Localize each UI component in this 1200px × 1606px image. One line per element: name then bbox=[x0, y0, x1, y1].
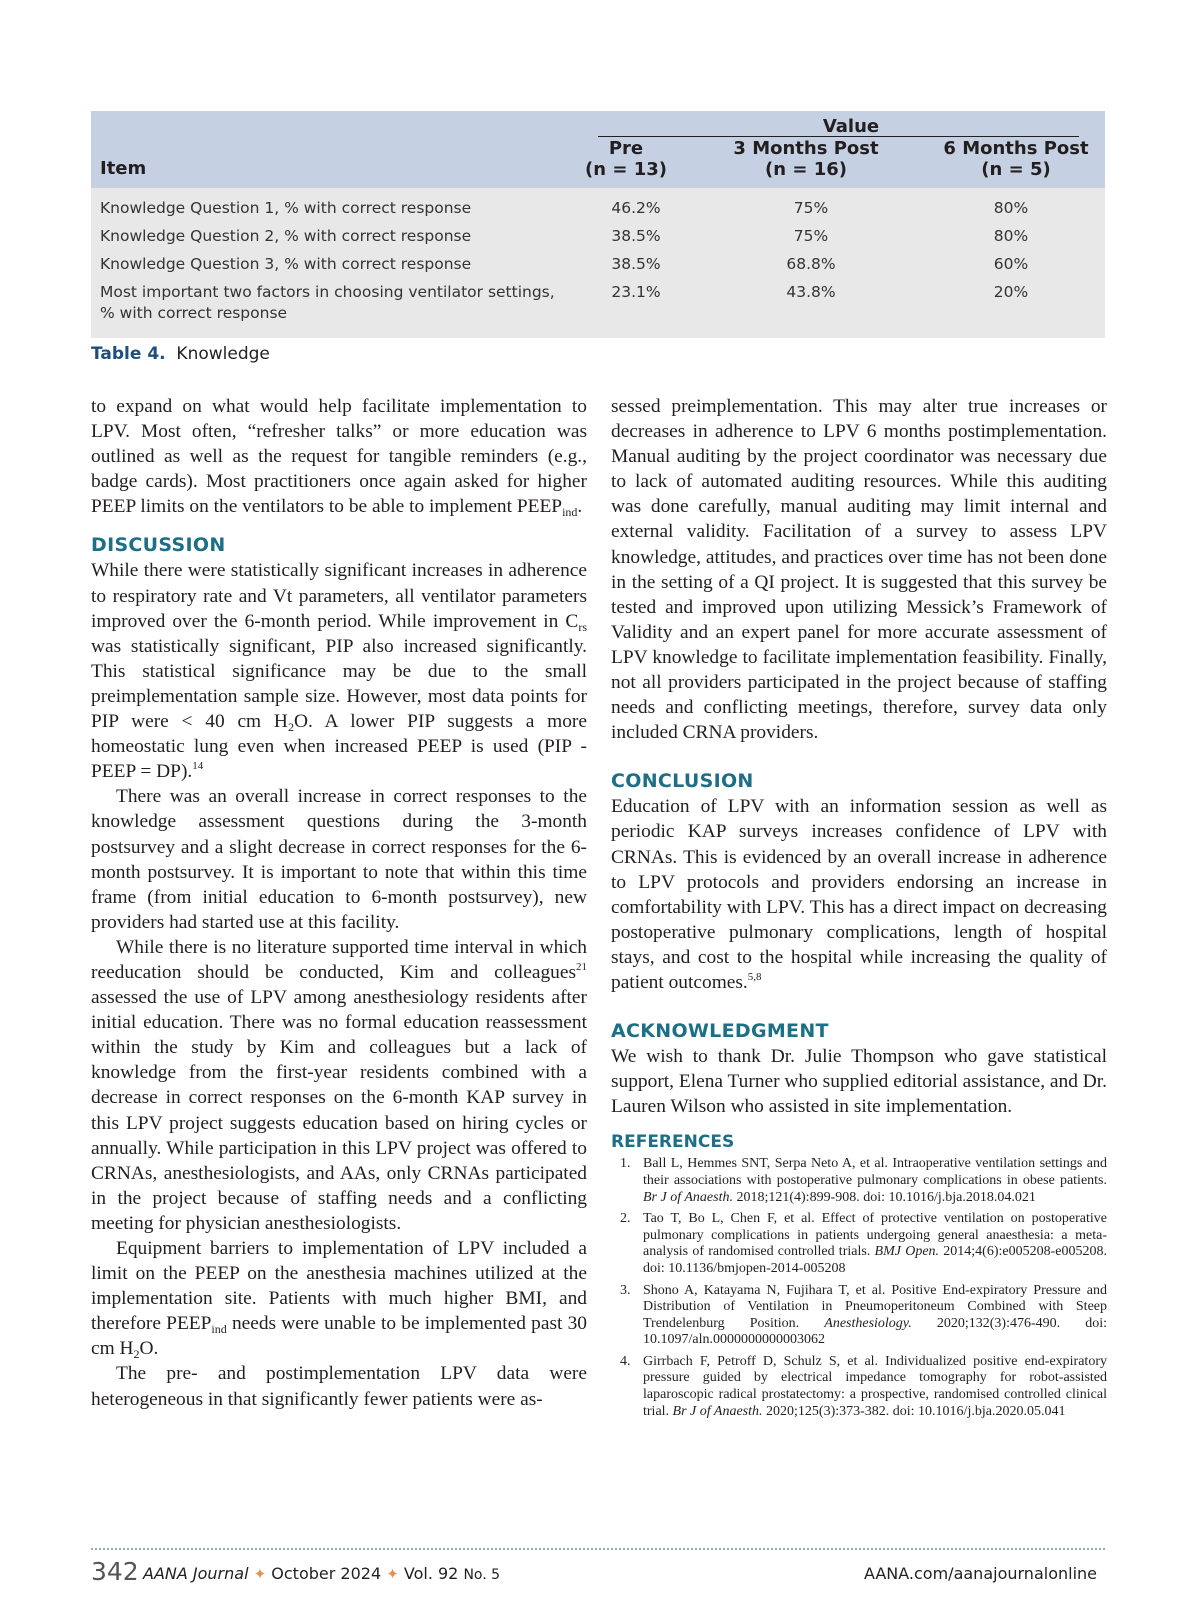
footer-divider bbox=[91, 1548, 1105, 1550]
diamond-icon: ✦ bbox=[386, 1565, 399, 1583]
paragraph: Equipment barriers to implementation of LPV included a limit on the PEEP on the anesthesia machines utilized at the implementation site. Patients with much higher BMI, and therefore $PEEP_{ind}$ needs were unable to be implemented past 30 cm $H_2O$. bbox=[91, 1238, 587, 1362]
reference-item: 1. Ball L, Hemmes SNT, Serpa Neto A, et al. Intraoperative ventilation settings and their associations with postoperative pulmonary complications in obese patients. Br J of Anaesth. 2018;121(4):899-908. doi: 10.1016/j.bja.2018.04.021 bbox=[620, 1156, 1107, 1205]
reference-item: 3. Shono A, Katayama N, Fujihara T, et al. Positive End-expiratory Pressure and Distribution of Ventilation in Pneumoperitoneum Combined with Steep Trendelenburg Position. Anesthesiology. 2020;132(3):476-490. doi: 10.1097/aln.0000000000003062 bbox=[620, 1282, 1107, 1348]
discussion-heading: DISCUSSION bbox=[91, 534, 226, 557]
reference-item: 4. Girrbach F, Petroff D, Schulz S, et al. Individualized positive end-expiratory pressure guided by electrical impedance tomography for robot-assisted laparoscopic radical prostatectomy: a prospective, randomised controlled clinical trial. Br J of Anaesth. 2020;125(3):373-382. doi: 10.1016/j.bja.2020.05.041 bbox=[620, 1353, 1107, 1419]
paragraph: While there were statistically significant increases in adherence to respiratory rate and Vt parameters, all ventilator parameters improved over the 6-month period. While improvement in $C_{rs}$ was statistically significant, PIP also increased significantly. This statistical significance may be due to the small preimplementation sample size. However, most data points for PIP were < 40 cm $H_2O$. A lower PIP suggests a more homeostatic lung even when increased PEEP is used (PIP - PEEP = DP).$^{14}$ bbox=[91, 560, 587, 783]
table-caption-text: Knowledge bbox=[176, 344, 270, 364]
row-item: Most important two factors in choosing ventilator settings, % with correct response bbox=[100, 283, 555, 322]
reference-item: 2. Tao T, Bo L, Chen F, et al. Effect of protective ventilation on postoperative pulmonary complications in patients undergoing general anaesthesia: a meta-analysis of randomised controlled trials. BMJ Open. 2014;4(6):e005208-e005208. doi: 10.1136/bmjopen-2014-005208 bbox=[620, 1211, 1107, 1276]
header-item: Item bbox=[100, 158, 147, 179]
row-6-months: 20% bbox=[993, 283, 1029, 301]
row-item: Knowledge Question 2, % with correct response bbox=[100, 227, 472, 245]
paragraph: There was an overall increase in correct responses to the knowledge assessment questions during the 3-month postsurvey and a slight decrease in correct responses for the 6-month postsurvey. It is important to note that within this time frame (from initial education to 6-month postsurvey), new providers had started use at this facility. bbox=[91, 786, 587, 933]
row-pre: 38.5% bbox=[611, 255, 661, 273]
row-pre: 23.1% bbox=[611, 283, 661, 301]
table-row bbox=[91, 223, 1105, 251]
paragraph: sessed preimplementation. This may alter true increases or decreases in adherence to LPV 6 months postimplementation. Manual auditing by the project coordinator was necessary due to lack of automated auditing resources. While this auditing was done carefully, manual auditing may limit internal and external validity. Facilitation of a survey to assess LPV knowledge, attitudes, and practices over time has not been done in the setting of a QI project. It is suggested that this survey be tested and improved upon utilizing Messick’s Framework of Validity and an expert panel for more accurate assessment of LPV knowledge to facilitate implementation feasibility. Finally, not all providers participated in the project because of staffing needs and conflicting meetings, therefore, survey data only included CRNA providers. bbox=[611, 396, 1107, 744]
conclusion-heading: CONCLUSION bbox=[611, 770, 754, 793]
row-3-months: 43.8% bbox=[786, 283, 836, 301]
left-column bbox=[91, 394, 587, 1412]
row-item: Knowledge Question 3, % with correct response bbox=[100, 255, 472, 273]
journal-title: AANA Journal bbox=[143, 1564, 249, 1583]
table-caption-label: Table 4. bbox=[91, 344, 166, 364]
right-column bbox=[611, 394, 1107, 1425]
header-value: Value bbox=[822, 116, 880, 137]
header-pre-n: (n = 13) bbox=[585, 159, 667, 180]
header-rule bbox=[598, 136, 1079, 137]
row-pre: 38.5% bbox=[611, 227, 661, 245]
footer-website: AANA.com/aanajournalonline bbox=[863, 1564, 1097, 1583]
page-footer bbox=[91, 1557, 1105, 1591]
paragraph: to expand on what would help facilitate implementation to LPV. Most often, “refresher talks” or more education was outlined as well as the request for tangible reminders (e.g., badge cards). Most practitioners once again asked for higher PEEP limits on the ventilators to be able to implement $PEEP_{ind}$. bbox=[91, 396, 587, 520]
issue-date: October 2024 bbox=[271, 1564, 382, 1583]
volume: Vol. 92 bbox=[403, 1564, 459, 1583]
table-row bbox=[91, 251, 1105, 279]
header-pre bbox=[571, 138, 681, 180]
diamond-icon: ✦ bbox=[253, 1565, 267, 1583]
acknowledgment-heading: ACKNOWLEDGMENT bbox=[611, 1020, 829, 1043]
references-heading: REFERENCES bbox=[611, 1132, 735, 1153]
row-3-months: 68.8% bbox=[786, 255, 836, 273]
header-6-months-label: 6 Months Post bbox=[943, 138, 1089, 159]
row-6-months: 80% bbox=[993, 227, 1029, 245]
row-6-months: 60% bbox=[993, 255, 1029, 273]
row-6-months: 80% bbox=[993, 199, 1029, 217]
header-6-months bbox=[921, 138, 1111, 180]
table-caption bbox=[91, 344, 270, 364]
header-6-months-n: (n = 5) bbox=[981, 159, 1051, 180]
row-3-months: 75% bbox=[793, 199, 829, 217]
references-list bbox=[611, 1156, 1107, 1420]
row-3-months: 75% bbox=[793, 227, 829, 245]
paragraph: The pre- and postimplementation LPV data were heterogeneous in that significantly fewer patients were as- bbox=[91, 1363, 587, 1410]
paragraph: While there is no literature supported time interval in which reeducation should be conducted, Kim and colleagues$^{21}$ assessed the use of LPV among anesthesiology residents after initial education. There was no formal education reassessment within the study by Kim and colleagues but a lack of knowledge from the first-year residents combined with a decrease in correct responses on the 6-month KAP survey in this LPV project suggests education based on hiring cycles or annually. While participation in this LPV project was offered to CRNAs, anesthesiologists, and AAs, only CRNAs participated in the project because of staffing needs and a conflicting meeting for physician anesthesiologists. bbox=[91, 936, 587, 1234]
header-3-months-n: (n = 16) bbox=[765, 159, 847, 180]
row-item: Knowledge Question 1, % with correct response bbox=[100, 199, 472, 217]
paragraph: Education of LPV with an information session as well as periodic KAP surveys increases confidence of LPV with CRNAs. This is evidenced by an overall increase in adherence to LPV protocols and providers endorsing an increase in comfortability with LPV. This has a direct impact on decreasing postoperative pulmonary complications, length of hospital stays, and cost to the hospital while increasing the quality of patient outcomes.$^{5,8}$ bbox=[611, 796, 1107, 993]
table-body bbox=[91, 188, 1105, 338]
header-3-months bbox=[711, 138, 901, 180]
header-3-months-label: 3 Months Post bbox=[733, 138, 879, 159]
header-pre-label: Pre bbox=[608, 138, 644, 159]
table-header bbox=[91, 111, 1105, 188]
paragraph: We wish to thank Dr. Julie Thompson who gave statistical support, Elena Turner who supplied editorial assistance, and Dr. Lauren Wilson who assisted in site implementation. bbox=[611, 1046, 1107, 1118]
issue-number: No. 5 bbox=[463, 1567, 501, 1583]
row-pre: 46.2% bbox=[611, 199, 661, 217]
page-number: 342 bbox=[91, 1557, 139, 1586]
table-row bbox=[91, 279, 1105, 328]
footer-journal-info bbox=[143, 1564, 500, 1583]
knowledge-table bbox=[91, 111, 1105, 338]
table-row bbox=[91, 195, 1105, 223]
